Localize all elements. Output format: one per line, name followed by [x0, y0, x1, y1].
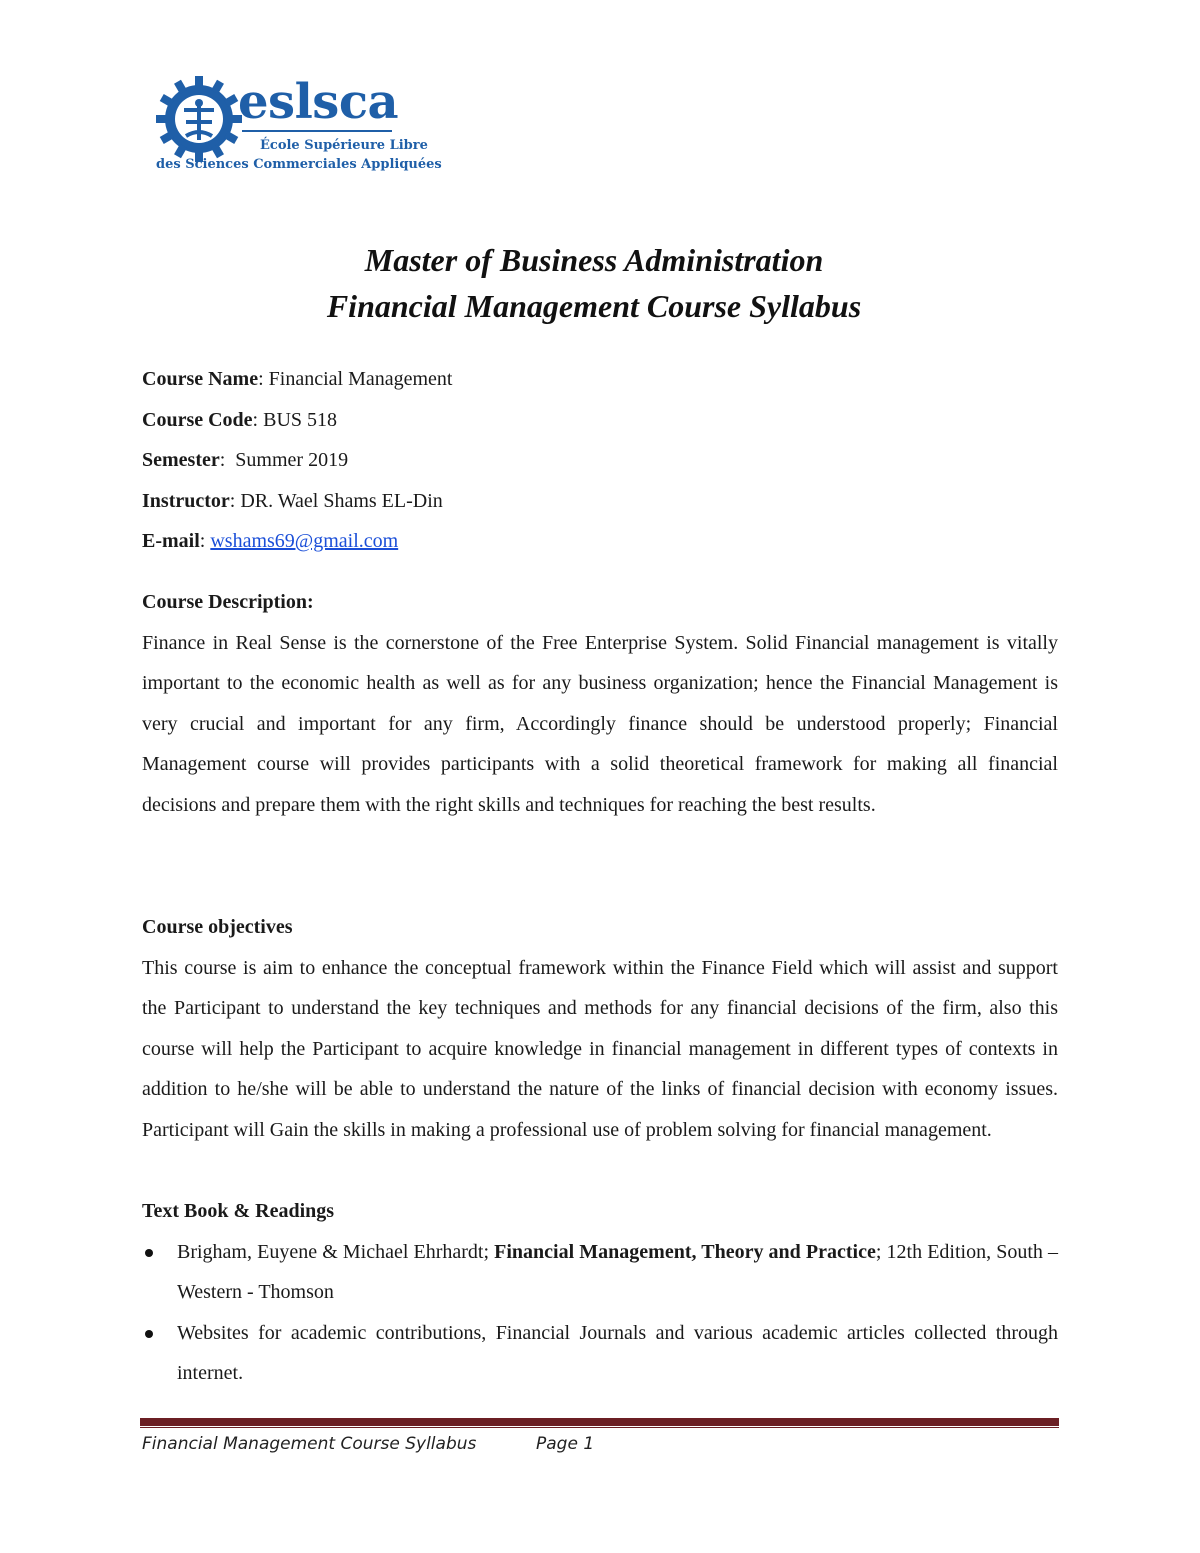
email-label: E-mail — [142, 530, 200, 552]
textbook-edition: ; 12th Edition, South – Western - Thomson — [177, 1240, 1059, 1304]
readings-list-item-textbook — [142, 1232, 1058, 1313]
course-description-text: Finance in Real Sense is the cornerstone of the Free Enterprise System. Solid Financial management is vitally important to the economic health as well as for any business organization; hence the Financial Management is very crucial and important for any firm, Accordingly finance should be understood properly; Financial Management course will provides participants with a solid theoretical framework for making all financial decisions and prepare them with the right skills and techniques for reaching the best results. — [142, 631, 1058, 816]
course-objectives-section — [142, 907, 1058, 1150]
course-description-heading: Course Description: — [142, 591, 314, 613]
footer-rule-thick — [140, 1418, 1059, 1426]
email-line — [142, 521, 1058, 562]
instructor-line — [142, 481, 1058, 522]
course-objectives-heading: Course objectives — [142, 916, 293, 938]
readings-list — [142, 1232, 1058, 1394]
textbook-title: Financial Management, Theory and Practice — [494, 1240, 876, 1263]
readings-list-item-websites: Websites for academic contributions, Financial Journals and various academic articles collected through internet. — [142, 1313, 1058, 1394]
footer-document-title: Financial Management Course Syllabus — [142, 1434, 477, 1454]
logo-tagline-2: des Sciences Commerciales Appliquées — [156, 157, 442, 172]
course-name-line — [142, 359, 1058, 400]
logo-divider — [242, 130, 392, 132]
course-description-section — [142, 582, 1058, 825]
semester-value: : Summer 2019 — [219, 449, 349, 471]
course-code-label: Course Code — [142, 408, 253, 431]
readings-section — [142, 1191, 1058, 1394]
email-separator: : — [199, 530, 211, 552]
textbook-authors: Brigham, Euyene & Michael Ehrhardt; — [177, 1240, 495, 1263]
email-link[interactable]: wshams69@gmail.com — [210, 530, 399, 552]
course-name-value: : Financial Management — [258, 368, 453, 390]
course-code-value: : BUS 518 — [252, 408, 338, 431]
course-info-block — [142, 359, 1058, 562]
gear-emblem-icon — [154, 74, 244, 164]
semester-line — [142, 440, 1058, 481]
readings-heading: Text Book & Readings — [142, 1200, 335, 1222]
logo-tagline-1: École Supérieure Libre — [260, 138, 428, 153]
footer-page-number: Page 1 — [536, 1434, 595, 1454]
course-name-label: Course Name — [142, 368, 259, 390]
instructor-label: Instructor — [142, 489, 230, 512]
course-code-line — [142, 400, 1058, 441]
document-title-line-2: Financial Management Course Syllabus — [326, 288, 862, 324]
document-title-line-1: Master of Business Administration — [364, 242, 824, 278]
eslsca-logo — [150, 70, 442, 180]
instructor-value: : DR. Wael Shams EL-Din — [229, 489, 443, 512]
semester-label: Semester — [142, 449, 220, 471]
footer-rule-thin — [140, 1427, 1059, 1428]
course-objectives-text: This course is aim to enhance the conceptual framework within the Finance Field which will assist and support the Participant to understand the key techniques and methods for any financial decisions of the firm, also this course will help the Participant to acquire knowledge in financial management in different types of contexts in addition to he/she will be able to understand the nature of the links of financial decision with economy issues. Participant will Gain the skills in making a professional use of problem solving for financial management. — [142, 956, 1058, 1141]
page-footer — [142, 1434, 595, 1454]
logo-wordmark: eslsca — [238, 74, 399, 130]
